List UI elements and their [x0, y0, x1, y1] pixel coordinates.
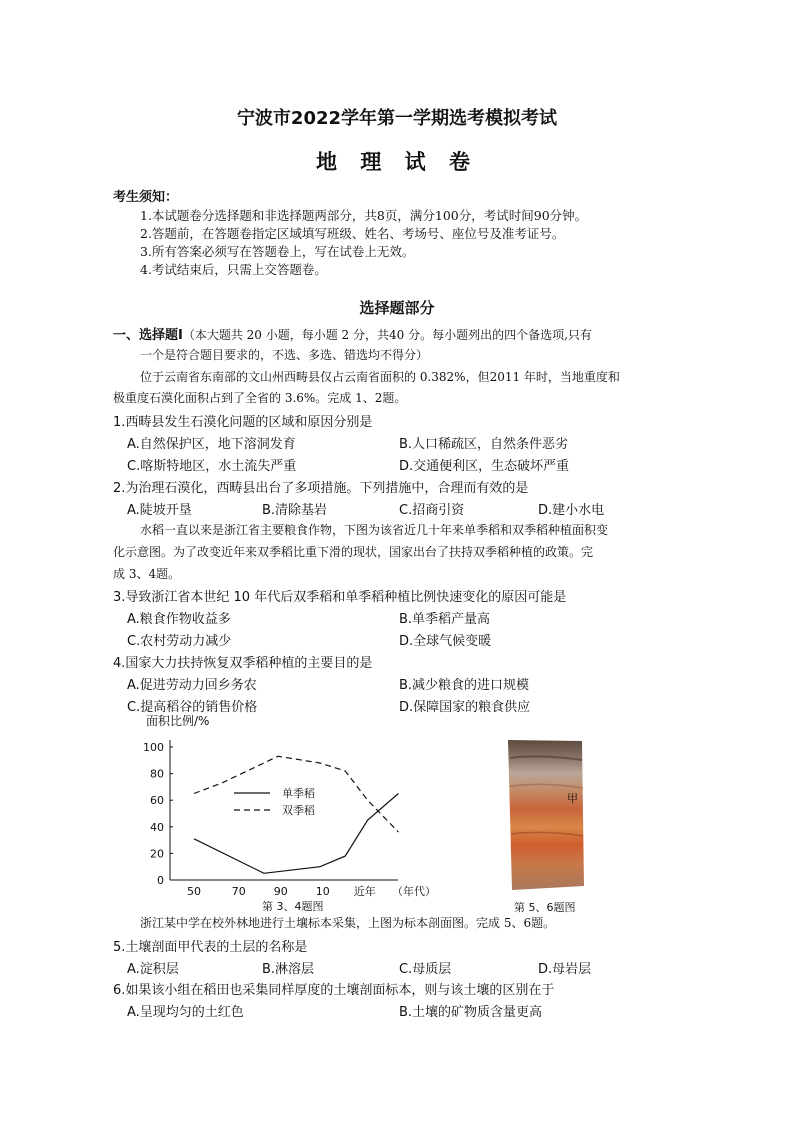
rice-area-chart [130, 712, 440, 914]
notice-item: 4.考试结束后，只需上交答题卷。 [140, 262, 327, 277]
part1-desc-cont: 一个是符合题目要求的，不选、多选、错选均不得分） [140, 348, 429, 362]
question-5-option-c: C.母质层 [399, 962, 452, 977]
notice-item: 2.答题前，在答题卷指定区域填写班级、姓名、考场号、座位号及准考证号。 [140, 226, 565, 241]
notice-item: 3.所有答案必须写在答题卷上，写在试卷上无效。 [140, 244, 415, 259]
question-2-option-d: D.建小水电 [538, 503, 605, 518]
question-1-option-a: A.自然保护区，地下溶洞发育 [127, 437, 296, 452]
soil-figure-caption: 第 5、6题图 [514, 901, 576, 914]
y-tick-label: 0 [157, 874, 164, 887]
question-1-option-d: D.交通便利区，生态破坏严重 [399, 459, 570, 474]
y-tick-label: 60 [150, 794, 164, 808]
legend-single-rice: 单季稻 [282, 787, 315, 800]
question-3-stem: 3.导致浙江省本世纪 10 年代后双季稻和单季稻种植比例快速变化的原因可能是 [113, 590, 567, 605]
y-tick-label: 20 [150, 847, 164, 861]
passage-2-line: 化示意图。为了改变近年来双季稻比重下滑的现状，国家出台了扶持双季稻种植的政策。完 [113, 545, 594, 559]
question-4-stem: 4.国家大力扶持恢复双季稻种植的主要目的是 [113, 656, 373, 671]
passage-1-line: 极重度石漠化面积占到了全省的 3.6%。完成 1、2题。 [113, 391, 407, 405]
question-1-option-b: B.人口稀疏区，自然条件恶劣 [399, 437, 569, 452]
part1-desc: （本大题共 20 小题，每小题 2 分，共40 分。每小题列出的四个备选项,只有 [182, 328, 592, 342]
legend-double-rice: 双季稻 [282, 804, 315, 817]
question-1-option-c: C.喀斯特地区，水土流失严重 [127, 459, 297, 474]
part1-label: 一、选择题Ⅰ [113, 328, 183, 343]
question-2-option-b: B.清除基岩 [262, 503, 328, 518]
y-tick-label: 80 [150, 767, 164, 781]
question-5-option-a: A.淀积层 [127, 962, 179, 977]
question-1-stem: 1.西畴县发生石漠化问题的区域和原因分别是 [113, 415, 373, 430]
y-tick-label: 40 [150, 820, 164, 834]
x-tick-label: 近年 [353, 885, 376, 898]
question-3-option-a: A.粮食作物收益多 [127, 612, 231, 627]
question-5-option-b: B.淋溶层 [262, 962, 315, 977]
notice-item: 1.本试题卷分选择题和非选择题两部分，共8页，满分100分，考试时间90分钟。 [140, 208, 588, 223]
passage-2-line: 水稻一直以来是浙江省主要粮食作物，下图为该省近几十年来单季稻和双季稻种植面积变 [140, 523, 609, 537]
question-3-option-d: D.全球气候变暖 [399, 634, 492, 649]
passage-1-line: 位于云南省东南部的文山州西畴县仅占云南省面积的 0.382%，但2011 年时，当地重度和 [140, 370, 620, 384]
question-5-stem: 5.土壤剖面甲代表的土层的名称是 [113, 940, 308, 955]
question-5-option-d: D.母岩层 [538, 962, 592, 977]
chart-xlabel: （年代） [392, 885, 436, 898]
x-tick-label: 50 [187, 885, 201, 898]
passage-3: 浙江某中学在校外林地进行土壤标本采集，上图为标本剖面图。完成 5、6题。 [140, 916, 556, 930]
question-2-option-a: A.陡坡开垦 [127, 503, 192, 518]
question-2-option-c: C.招商引资 [399, 503, 465, 518]
notice-heading: 考生须知： [113, 190, 179, 205]
question-4-option-c: C.提高稻谷的销售价格 [127, 700, 258, 715]
question-6-option-b: B.土壤的矿物质含量更高 [399, 1005, 543, 1020]
question-3-option-c: C.农村劳动力减少 [127, 634, 232, 649]
x-tick-label: 90 [273, 885, 288, 898]
question-4-option-d: D.保障国家的粮食供应 [399, 700, 531, 715]
question-3-option-b: B.单季稻产量高 [399, 612, 491, 627]
question-2-stem: 2.为治理石漠化，西畴县出台了多项措施。下列措施中，合理而有效的是 [113, 481, 529, 496]
part1-header [113, 324, 592, 343]
y-tick-label: 100 [143, 741, 164, 754]
soil-profile-figure [500, 738, 598, 914]
passage-2-line: 成 3、4题。 [113, 567, 181, 581]
question-4-option-a: A.促进劳动力回乡务农 [127, 678, 257, 693]
x-tick-label: 70 [231, 885, 246, 898]
soil-layer-label: 甲 [567, 792, 578, 805]
section-title: 选择题部分 [359, 299, 435, 317]
exam-title: 宁波市2022学年第一学期选考模拟考试 [236, 108, 558, 129]
question-4-option-b: B.减少粮食的进口规模 [399, 678, 530, 693]
question-6-stem: 6.如果该小组在稻田也采集同样厚度的土壤剖面标本，则与该土壤的区别在于 [113, 983, 555, 998]
soil-core-image [508, 740, 584, 890]
subject-title: 地 理 试 卷 [316, 150, 478, 174]
question-6-option-a: A.呈现均匀的土红色 [127, 1005, 244, 1020]
x-tick-label: 10 [315, 885, 330, 898]
chart-caption: 第 3、4题图 [262, 900, 324, 913]
chart-ylabel: 面积比例/% [146, 714, 210, 728]
